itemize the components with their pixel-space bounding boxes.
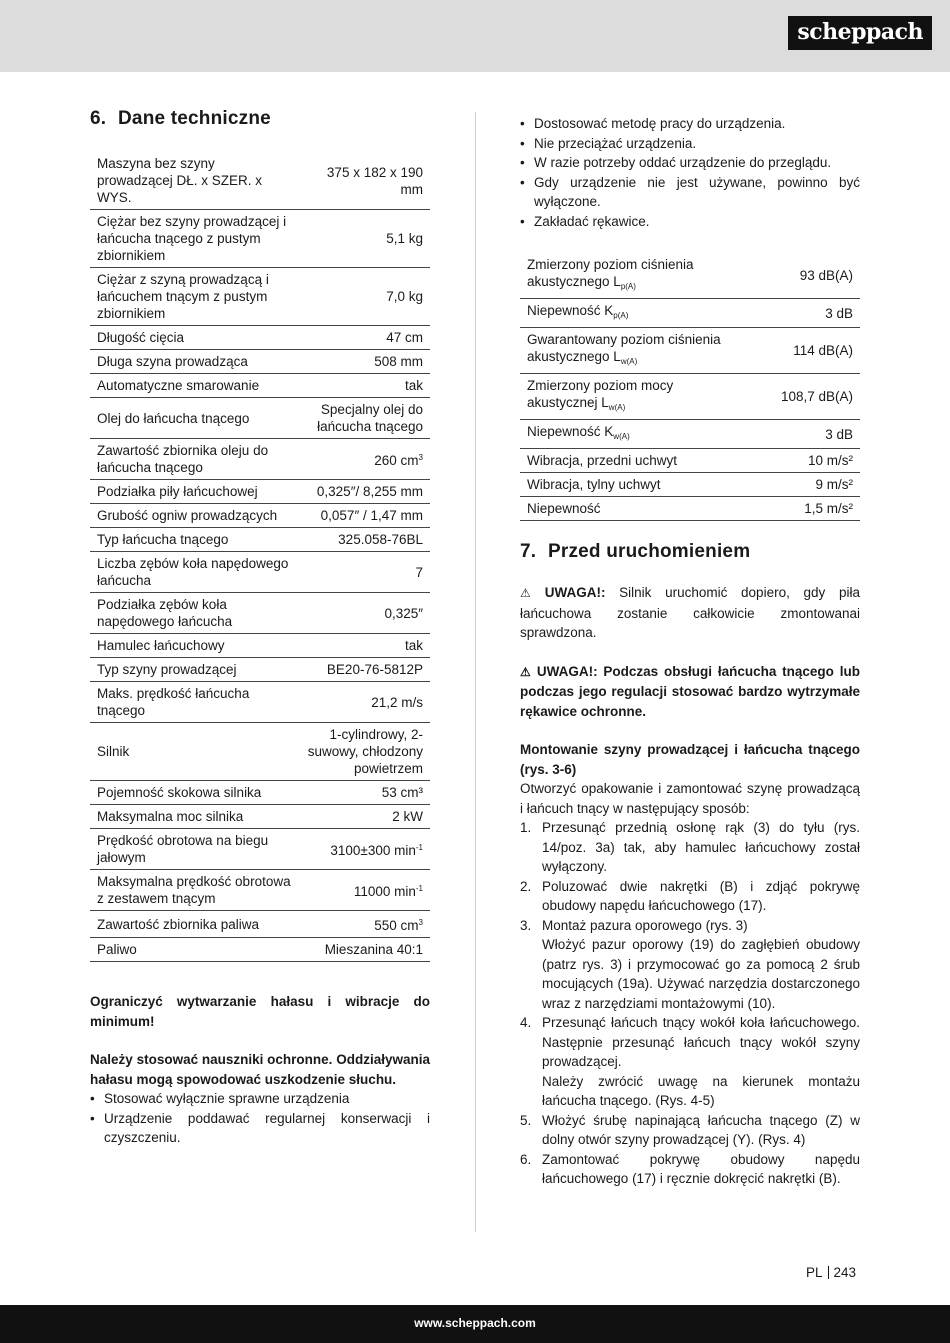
spec-label: Maksymalna prędkość obrotowa z zestawem tnącym	[90, 870, 300, 911]
list-item	[520, 1150, 860, 1189]
spec-value-text: 47 cm	[386, 330, 423, 345]
table-row	[90, 268, 430, 326]
header-bar	[0, 0, 950, 72]
spec-value	[300, 439, 430, 480]
spec-value-text: Specjalny olej do łańcucha tnącego	[317, 402, 423, 434]
table-row	[90, 504, 430, 528]
warning-2	[520, 662, 860, 722]
measurement-label	[520, 374, 750, 420]
table-row	[90, 682, 430, 723]
table-row	[90, 552, 430, 593]
spec-label: Długość cięcia	[90, 326, 300, 350]
spec-value-text: 2 kW	[392, 809, 423, 824]
spec-value-text: 53 cm³	[381, 785, 423, 800]
table-row	[520, 328, 860, 374]
table-row	[90, 326, 430, 350]
spec-value-text: 375 x 182 x 190 mm	[326, 164, 423, 197]
warning-label: UWAGA!:	[544, 585, 606, 600]
spec-value	[300, 398, 430, 439]
spec-value	[300, 829, 430, 870]
left-column	[90, 108, 430, 1148]
measurement-label-text: Zmierzony poziom mocy akustycznej L	[527, 378, 674, 410]
spec-value	[300, 781, 430, 805]
spec-value-text: 550 cm	[374, 918, 419, 933]
warning-label: UWAGA!:	[536, 663, 598, 679]
step-text: Włożyć śrubę napinającą łańcucha tnącego (Z) w dolny otwór szyny prowadzącej (Y). (Rys. 4)	[542, 1112, 860, 1147]
warning-triangle-icon: ⚠	[520, 664, 533, 679]
spec-value	[300, 504, 430, 528]
table-row	[520, 253, 860, 299]
step-text: Przesunąć przednią osłonę rąk (3) do tyłu (rys. 14/poz. 3a) tak, aby hamulec łańcuchowy został wyłączony.	[542, 820, 860, 874]
spec-value	[300, 480, 430, 504]
table-row	[90, 658, 430, 682]
table-row	[520, 473, 860, 497]
page-separator	[828, 1266, 829, 1279]
measurement-label-subscript: p(A)	[613, 311, 629, 320]
table-row	[90, 634, 430, 658]
list-item	[520, 1013, 860, 1111]
measurement-label-text: Niepewność	[527, 501, 601, 516]
spec-label: Maszyna bez szyny prowadzącej DŁ. x SZER. x WYS.	[90, 152, 300, 210]
measurement-label	[520, 299, 750, 328]
measurement-value: 10 m/s²	[750, 449, 860, 473]
mounting-heading: Montowanie szyny prowadzącej i łańcucha tnącego (rys. 3-6)	[520, 742, 860, 777]
spec-value-text: 21,2 m/s	[371, 694, 423, 710]
spec-label: Zawartość zbiornika paliwa	[90, 911, 300, 938]
measurement-label-subscript: w(A)	[613, 432, 630, 441]
measurement-label-text: Niepewność K	[527, 303, 614, 318]
measurement-label	[520, 253, 750, 299]
step-text: Poluzować dwie nakrętki (B) i zdjąć pokrywę obudowy napędu łańcuchowego (17).	[542, 878, 860, 913]
measurement-value: 1,5 m/s²	[750, 497, 860, 521]
spec-label: Podziałka zębów koła napędowego łańcucha	[90, 593, 300, 634]
section-number: 7.	[520, 541, 537, 562]
noise-heading: Ograniczyć wytwarzanie hałasu i wibracje do minimum!	[90, 994, 430, 1029]
spec-label: Długa szyna prowadząca	[90, 350, 300, 374]
spec-value-text: 11000 min	[353, 884, 416, 899]
language-code: PL	[806, 1265, 823, 1280]
table-row	[520, 449, 860, 473]
tech-specs-table	[90, 152, 430, 962]
spec-label: Hamulec łańcuchowy	[90, 634, 300, 658]
column-divider	[475, 112, 476, 1232]
list-item	[520, 818, 860, 877]
table-row	[90, 374, 430, 398]
mounting-intro: Otworzyć opakowanie i zamontować szynę prowadzącą i łańcuch tnący w następujący sposób:	[520, 781, 860, 816]
section-title: Dane techniczne	[118, 108, 271, 129]
spec-label: Paliwo	[90, 938, 300, 962]
table-row	[90, 723, 430, 781]
spec-value-text: BE20-76-5812P	[326, 662, 423, 677]
spec-value	[300, 938, 430, 962]
list-item	[520, 916, 860, 1014]
step-text: Przesunąć łańcuch tnący wokół koła łańcuchowego. Następnie przesunąć łańcuch tnący wokół szyny prowadzącej.	[542, 1015, 860, 1069]
table-row	[520, 420, 860, 449]
spec-value	[300, 870, 430, 911]
measurement-value: 93 dB(A)	[750, 253, 860, 299]
page-number-value: 243	[833, 1265, 857, 1280]
spec-value-text: 7	[415, 564, 423, 580]
left-bullet-list	[90, 1089, 430, 1148]
spec-value	[300, 911, 430, 938]
ear-protection-heading: Należy stosować nauszniki ochronne. Oddziaływania hałasu mogą spowodować uszkodzenie słuchu.	[90, 1052, 430, 1087]
measurement-label	[520, 473, 750, 497]
step-number: 6.	[520, 1151, 532, 1167]
spec-value-text: 260 cm	[374, 453, 419, 468]
spec-value	[300, 374, 430, 398]
table-row	[90, 350, 430, 374]
table-row	[90, 870, 430, 911]
spec-value-superscript: -1	[415, 884, 423, 893]
step-number: 5.	[520, 1112, 532, 1128]
spec-label: Maksymalna moc silnika	[90, 805, 300, 829]
step-text: Montaż pazura oporowego (rys. 3)	[542, 917, 748, 933]
spec-value-text: 325.058-76BL	[338, 532, 423, 547]
spec-label: Pojemność skokowa silnika	[90, 781, 300, 805]
footer-bar	[0, 1305, 950, 1343]
spec-label: Typ szyny prowadzącej	[90, 658, 300, 682]
spec-value-text: tak	[404, 638, 423, 653]
measurement-label	[520, 420, 750, 449]
measurement-label-subscript: w(A)	[608, 403, 626, 412]
scheppach-logo: scheppach	[788, 16, 932, 50]
measurement-label-subscript: w(A)	[620, 357, 638, 366]
spec-value	[300, 805, 430, 829]
spec-label: Ciężar z szyną prowadzącą i łańcuchem tnącym z pustym zbiornikiem	[90, 268, 300, 326]
table-row	[520, 374, 860, 420]
page-number	[806, 1265, 856, 1280]
table-row	[520, 299, 860, 328]
spec-label: Zawartość zbiornika oleju do łańcucha tnącego	[90, 439, 300, 480]
spec-value-superscript: 3	[418, 918, 423, 927]
list-item: • Nie przeciążać urządzenia.	[520, 134, 860, 154]
spec-value	[300, 152, 430, 210]
spec-value	[300, 210, 430, 268]
table-row	[90, 829, 430, 870]
spec-value	[300, 350, 430, 374]
section-7-heading	[520, 541, 860, 563]
spec-value	[300, 658, 430, 682]
spec-value-text: Mieszanina 40:1	[324, 942, 423, 957]
table-row	[90, 439, 430, 480]
table-row	[90, 781, 430, 805]
spec-value-text: 7,0 kg	[386, 289, 423, 304]
right-bullet-list	[520, 114, 860, 231]
section-number: 6.	[90, 108, 107, 129]
table-row	[90, 398, 430, 439]
list-item: • Urządzenie poddawać regularnej konserwacji i czyszczeniu.	[90, 1109, 430, 1148]
website-url: www.scheppach.com	[414, 1316, 536, 1330]
table-row	[90, 152, 430, 210]
spec-value	[300, 634, 430, 658]
spec-value-text: 1-cylindrowy, 2-suwowy, chłodzony powietrzem	[307, 727, 423, 776]
spec-value-text: 5,1 kg	[386, 231, 423, 246]
measurement-label-text: Wibracja, przedni uchwyt	[527, 453, 678, 468]
spec-value	[300, 682, 430, 723]
spec-label: Silnik	[90, 723, 300, 781]
measurement-label-text: Zmierzony poziom ciśnienia akustycznego L	[527, 257, 694, 289]
list-item: • Gdy urządzenie nie jest używane, powinno być wyłączone.	[520, 173, 860, 212]
noise-vibration-table	[520, 253, 860, 521]
list-item	[520, 877, 860, 916]
spec-label: Maks. prędkość łańcucha tnącego	[90, 682, 300, 723]
step-text-continued: Należy zwrócić uwagę na kierunek montażu łańcucha tnącego. (Rys. 4-5)	[542, 1073, 860, 1108]
section-6-heading	[90, 108, 430, 130]
spec-label: Podziałka piły łańcuchowej	[90, 480, 300, 504]
spec-label: Liczba zębów koła napędowego łańcucha	[90, 552, 300, 593]
spec-label: Grubość ogniw prowadzących	[90, 504, 300, 528]
step-number: 4.	[520, 1015, 532, 1030]
list-item: • Zakładać rękawice.	[520, 212, 860, 232]
table-row	[90, 528, 430, 552]
table-row	[90, 593, 430, 634]
warning-text: Silnik uruchomić dopiero, gdy piła łańcuchowa zostanie całkowicie zmontowanai sprawdzona.	[520, 585, 860, 640]
measurement-label-text: Wibracja, tylny uchwyt	[527, 477, 661, 492]
spec-value	[300, 528, 430, 552]
spec-value-text: 0,325″/ 8,255 mm	[316, 484, 423, 499]
list-item	[520, 1111, 860, 1150]
spec-value	[300, 593, 430, 634]
spec-label: Typ łańcucha tnącego	[90, 528, 300, 552]
warning-1	[520, 583, 860, 643]
warning-text: Podczas obsługi łańcucha tnącego lub podczas jego regulacji stosować bardzo wytrzymałe rękawice ochronne.	[520, 663, 860, 719]
measurement-label	[520, 328, 750, 374]
measurement-value: 3 dB	[750, 420, 860, 449]
table-row	[90, 480, 430, 504]
step-text-continued: Włożyć pazur oporowy (19) do zagłębień obudowy (patrz rys. 3) i przymocować go za pomocą 2 śrub mocujących (19a). Używać narzędzia dostarczonego wraz z narzędziami montażowymi (10).	[542, 937, 860, 1011]
spec-label: Ciężar bez szyny prowadzącej i łańcucha tnącego z pustym zbiornikiem	[90, 210, 300, 268]
spec-value-superscript: 3	[418, 453, 423, 462]
warning-triangle-icon: ⚠	[520, 586, 541, 600]
table-row	[520, 497, 860, 521]
measurement-label-subscript: p(A)	[620, 282, 636, 291]
table-row	[90, 911, 430, 938]
spec-label: Prędkość obrotowa na biegu jałowym	[90, 829, 300, 870]
spec-value-text: tak	[404, 378, 423, 393]
spec-label: Olej do łańcucha tnącego	[90, 398, 300, 439]
table-row	[90, 938, 430, 962]
step-number: 3.	[520, 917, 532, 933]
table-row	[90, 210, 430, 268]
spec-value	[300, 268, 430, 326]
step-number: 2.	[520, 878, 532, 894]
table-row	[90, 805, 430, 829]
measurement-value: 114 dB(A)	[750, 328, 860, 374]
spec-value	[300, 723, 430, 781]
mounting-steps	[520, 818, 860, 1189]
measurement-label	[520, 497, 750, 521]
spec-value-text: 0,057″ / 1,47 mm	[320, 508, 423, 523]
spec-value	[300, 552, 430, 593]
measurement-label	[520, 449, 750, 473]
right-column	[520, 114, 860, 1189]
measurement-value: 9 m/s²	[750, 473, 860, 497]
step-text: Zamontować pokrywę obudowy napędu łańcuchowego (17) i ręcznie dokręcić nakrętki (B).	[542, 1151, 860, 1186]
measurement-value: 108,7 dB(A)	[750, 374, 860, 420]
spec-value-text: 0,325″	[384, 605, 423, 621]
spec-value-text: 508 mm	[374, 354, 423, 369]
spec-value	[300, 326, 430, 350]
list-item: • Dostosować metodę pracy do urządzenia.	[520, 114, 860, 134]
spec-value-text: 3100±300 min	[330, 843, 416, 858]
list-item: • W razie potrzeby oddać urządzenie do przeglądu.	[520, 153, 860, 173]
section-title: Przed uruchomieniem	[548, 541, 751, 562]
list-item: • Stosować wyłącznie sprawne urządzenia	[90, 1089, 430, 1109]
step-number: 1.	[520, 820, 532, 835]
spec-value-superscript: -1	[415, 843, 423, 852]
measurement-label-text: Gwarantowany poziom ciśnienia akustycznego L	[527, 332, 721, 364]
spec-label: Automatyczne smarowanie	[90, 374, 300, 398]
measurement-label-text: Niepewność K	[527, 424, 614, 439]
measurement-value: 3 dB	[750, 299, 860, 328]
